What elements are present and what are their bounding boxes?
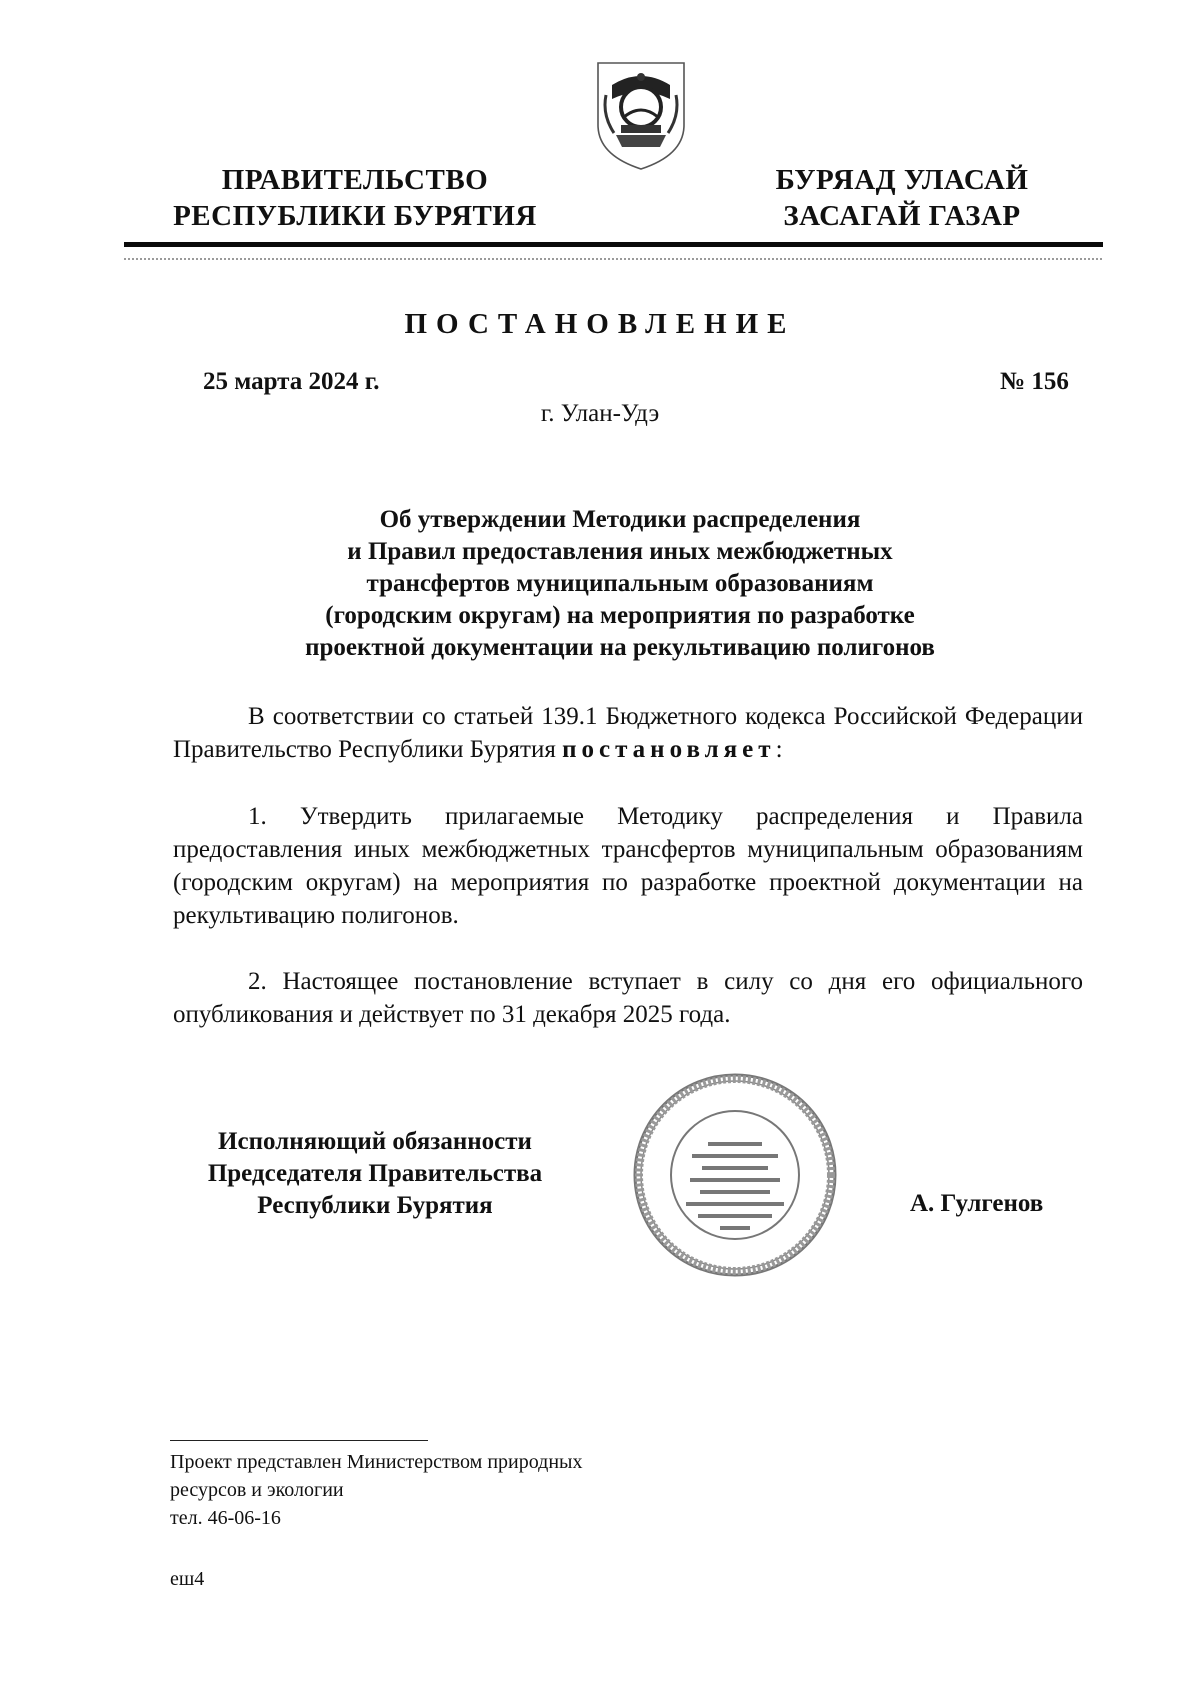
header-rule-thin (124, 258, 1103, 260)
preamble-colon: : (775, 736, 783, 763)
signer-position-line-2: Председателя Правительства (207, 1160, 543, 1187)
preamble-text: В соответствии со статьей 139.1 Бюджетного кодекса Российской Федерации Правительство Республики Бурятия (173, 703, 1083, 763)
footnote-line-3: тел. 46-06-16 (170, 1507, 281, 1529)
document-title (240, 504, 1000, 664)
issuer-buryat-line-1: БУРЯАД УЛАСАЙ (775, 164, 1029, 196)
issuer-line-2: РЕСПУБЛИКИ БУРЯТИЯ (173, 200, 537, 232)
header-rule-thick (124, 242, 1103, 247)
document-city: г. Улан-Удэ (540, 400, 660, 427)
footnote-line-1: Проект представлен Министерством природных (170, 1451, 583, 1473)
issuer-name-russian (165, 162, 545, 234)
preamble-paragraph (173, 700, 1083, 766)
signer-position-line-1: Исполняющий обязанности (218, 1128, 532, 1155)
signer-position (170, 1126, 580, 1222)
footnote-line-2: ресурсов и экологии (170, 1479, 344, 1501)
title-line-4: (городским округам) на мероприятия по разработке (325, 602, 915, 629)
document-number: № 156 (1000, 368, 1069, 395)
footnote-rule (170, 1440, 428, 1441)
footnote (170, 1448, 770, 1532)
signer-name: А. Гулгенов (910, 1190, 1044, 1217)
item-1-paragraph: 1. Утвердить прилагаемые Методику распределения и Правила предоставления иных межбюджетных трансфертов муниципальным образованиям (городским округам) на мероприятия по разработке проектной документации на рекультивацию полигонов. (173, 803, 1083, 929)
issuer-name-buryat (752, 162, 1052, 234)
reference-code: еш4 (170, 1568, 205, 1590)
signer-position-line-3: Республики Бурятия (257, 1192, 493, 1219)
preamble-verb: постановляет (562, 736, 776, 763)
official-seal-icon (630, 1070, 840, 1280)
title-line-5: проектной документации на рекультивацию полигонов (305, 634, 935, 661)
document-type: ПОСТАНОВЛЕНИЕ (404, 308, 796, 340)
title-line-1: Об утверждении Методики распределения (379, 506, 861, 533)
republic-coat-of-arms-icon (594, 55, 688, 173)
issuer-line-1: ПРАВИТЕЛЬСТВО (221, 164, 489, 196)
document-date: 25 марта 2024 г. (203, 368, 380, 395)
title-line-2: и Правил предоставления иных межбюджетных (347, 538, 893, 565)
item-2-paragraph: 2. Настоящее постановление вступает в силу со дня его официального опубликования и действует по 31 декабря 2025 года. (173, 968, 1083, 1028)
issuer-buryat-line-2: ЗАСАГАЙ ГАЗАР (783, 200, 1021, 232)
title-line-3: трансфертов муниципальным образованиям (366, 570, 874, 597)
